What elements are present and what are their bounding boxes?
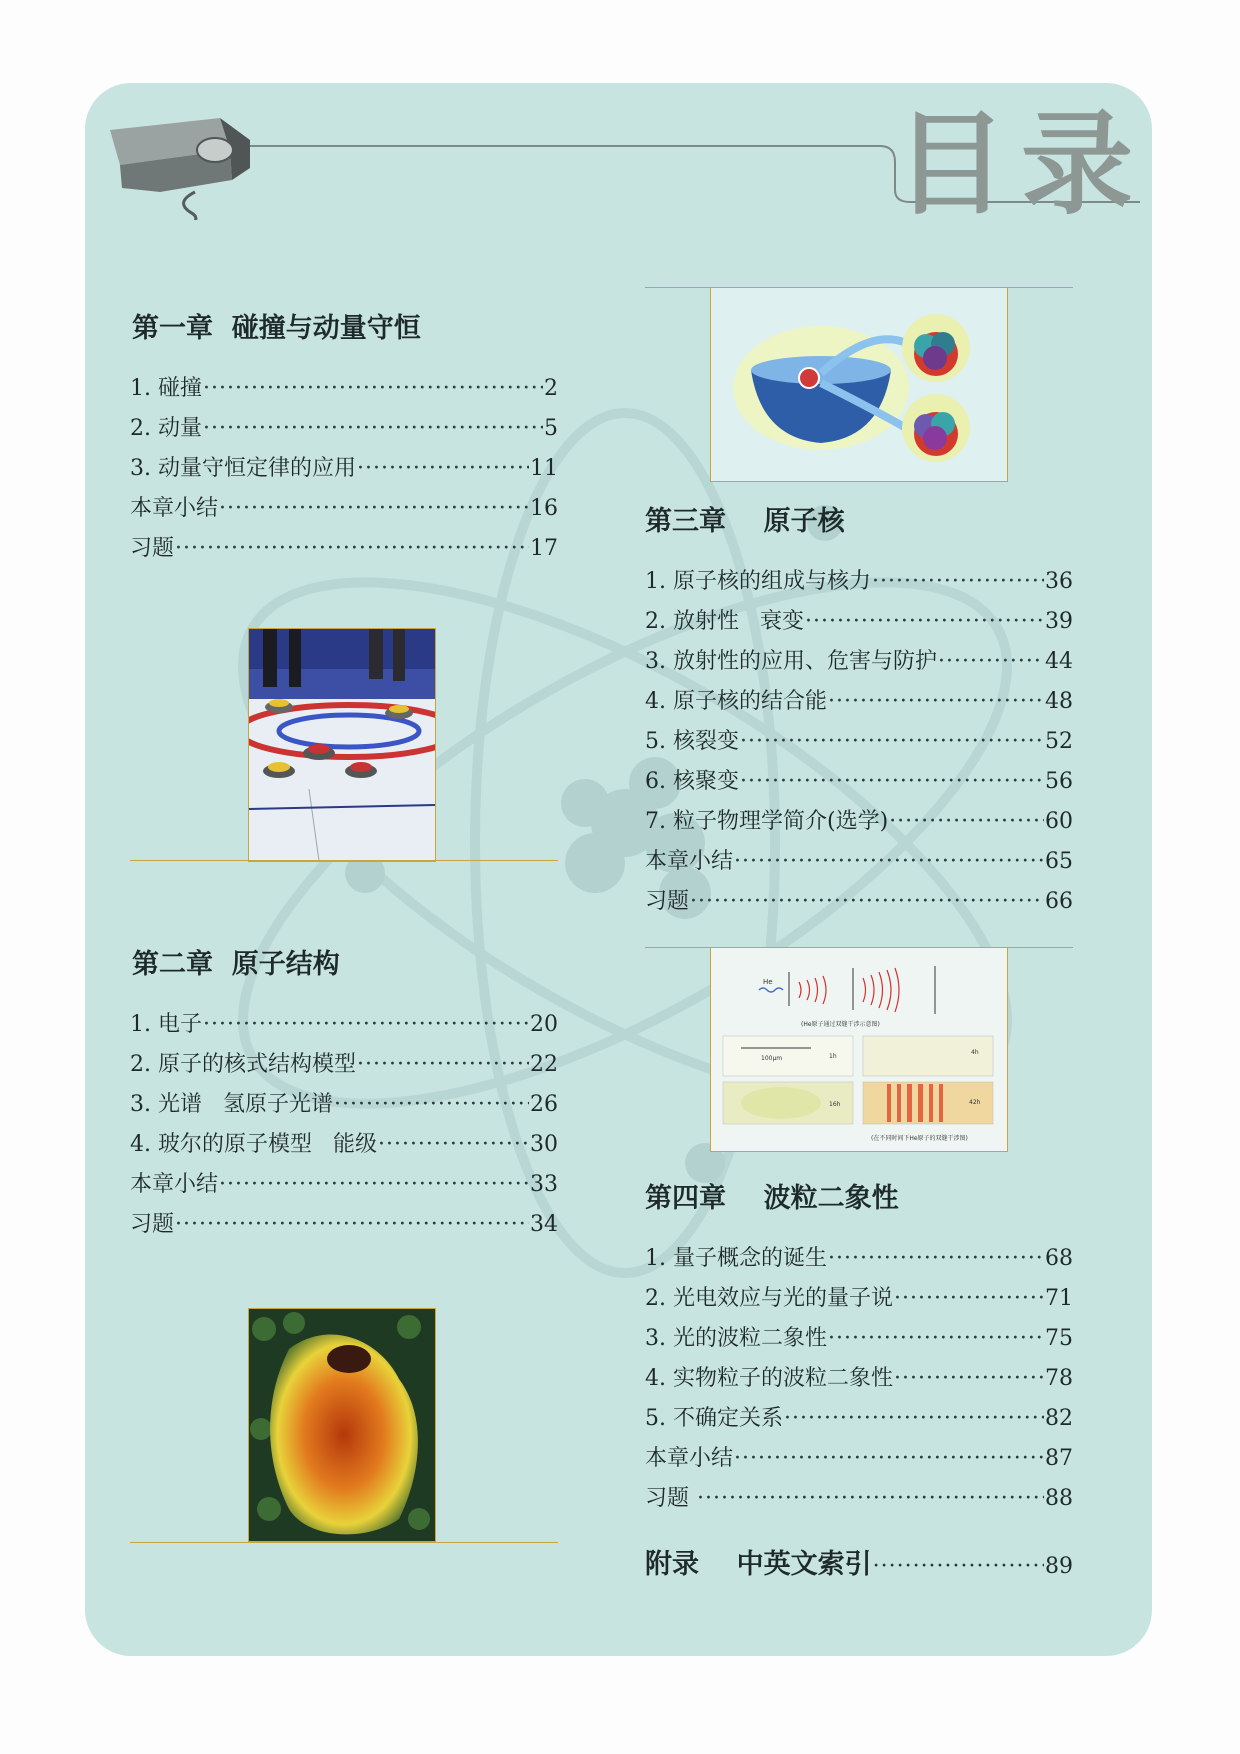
dot-leader bbox=[740, 727, 1044, 757]
toc-entry[interactable] bbox=[645, 1474, 1073, 1514]
toc-entry-page: 60 bbox=[1045, 809, 1073, 834]
dot-leader bbox=[894, 1284, 1044, 1314]
toc-entry-label: 2. 放射性 衰变 bbox=[645, 609, 804, 634]
dot-leader bbox=[740, 767, 1044, 797]
toc-entry[interactable] bbox=[645, 557, 1073, 597]
toc-entry-label: 3. 光谱 氢原子光谱 bbox=[130, 1092, 333, 1117]
toc-entry-page: 20 bbox=[530, 1012, 558, 1037]
toc-entry-page: 82 bbox=[1045, 1406, 1073, 1431]
toc-entry[interactable] bbox=[645, 1394, 1073, 1434]
dot-leader bbox=[873, 1552, 1044, 1582]
toc-entry-label: 习题 bbox=[645, 889, 690, 914]
dot-leader bbox=[203, 1010, 529, 1040]
toc-entry[interactable] bbox=[645, 1274, 1073, 1314]
toc-entry-label: 5. 不确定关系 bbox=[645, 1406, 783, 1431]
toc-entry-page: 34 bbox=[530, 1212, 558, 1237]
scale-label: 100μm bbox=[761, 1055, 783, 1062]
toc-entry-label: 5. 核裂变 bbox=[645, 729, 739, 754]
toc-entry-page: 87 bbox=[1045, 1446, 1073, 1471]
toc-entry[interactable] bbox=[130, 404, 558, 444]
dot-leader bbox=[357, 1050, 529, 1080]
dot-leader bbox=[938, 647, 1044, 677]
chapter-title: 第二章 原子结构 bbox=[132, 949, 340, 980]
toc-entry-page: 2 bbox=[544, 376, 558, 401]
toc-entry[interactable] bbox=[130, 484, 558, 524]
toc-entry[interactable] bbox=[645, 1354, 1073, 1394]
dot-leader bbox=[828, 1244, 1044, 1274]
toc-entry-label: 习题 bbox=[130, 1212, 175, 1237]
toc-entry[interactable] bbox=[645, 717, 1073, 757]
dot-leader bbox=[894, 1364, 1044, 1394]
toc-entry-page: 26 bbox=[530, 1092, 558, 1117]
toc-entry[interactable] bbox=[130, 364, 558, 404]
dot-leader bbox=[697, 1484, 1044, 1514]
dot-leader bbox=[828, 687, 1044, 717]
toc-entry-page: 66 bbox=[1045, 889, 1073, 914]
dot-leader bbox=[805, 607, 1044, 637]
divider-rule bbox=[130, 1542, 558, 1543]
toc-entry[interactable] bbox=[645, 1314, 1073, 1354]
dot-leader bbox=[219, 494, 529, 524]
chapter-title: 第四章 波粒二象性 bbox=[645, 1183, 899, 1214]
toc-entry-label: 本章小结 bbox=[130, 1172, 219, 1197]
toc-entry-page: 44 bbox=[1045, 649, 1073, 674]
time-label: 1h bbox=[829, 1053, 837, 1060]
toc-entry-label: 1. 电子 bbox=[130, 1012, 202, 1037]
dot-leader bbox=[203, 414, 543, 444]
toc-list-chapter-4 bbox=[645, 1234, 1073, 1514]
toc-entry-page: 78 bbox=[1045, 1366, 1073, 1391]
dot-leader bbox=[828, 1324, 1044, 1354]
toc-entry[interactable] bbox=[645, 677, 1073, 717]
figure-caption-top: (He原子通过双缝干涉示意图) bbox=[801, 1021, 880, 1028]
toc-entry[interactable] bbox=[645, 597, 1073, 637]
toc-entry-label: 本章小结 bbox=[130, 496, 219, 521]
dot-leader bbox=[690, 887, 1044, 917]
toc-entry-label: 本章小结 bbox=[645, 849, 734, 874]
toc-entry[interactable] bbox=[130, 1120, 558, 1160]
dot-leader bbox=[334, 1090, 529, 1120]
toc-entry[interactable] bbox=[645, 1434, 1073, 1474]
source-label: He bbox=[763, 978, 773, 986]
toc-list-chapter-1 bbox=[130, 364, 558, 564]
toc-entry-page: 56 bbox=[1045, 769, 1073, 794]
toc-entry[interactable] bbox=[130, 1000, 558, 1040]
dot-leader bbox=[734, 1444, 1044, 1474]
toc-entry-label: 1. 量子概念的诞生 bbox=[645, 1246, 827, 1271]
toc-entry-page: 16 bbox=[530, 496, 558, 521]
toc-entry-label: 1. 碰撞 bbox=[130, 376, 202, 401]
toc-entry-page: 39 bbox=[1045, 609, 1073, 634]
toc-entry[interactable] bbox=[645, 1234, 1073, 1274]
double-slit-figure bbox=[710, 947, 1008, 1152]
figure-caption-bottom: (在不同时间下He原子的双缝干涉图) bbox=[871, 1135, 968, 1142]
toc-entry-label: 3. 动量守恒定律的应用 bbox=[130, 456, 356, 481]
toc-entry[interactable] bbox=[645, 837, 1073, 877]
toc-entry-page: 11 bbox=[530, 456, 558, 481]
toc-entry[interactable] bbox=[645, 637, 1073, 677]
toc-entry-label: 3. 放射性的应用、危害与防护 bbox=[645, 649, 937, 674]
atom-surface-image bbox=[248, 1308, 436, 1542]
toc-entry-page: 17 bbox=[530, 536, 558, 561]
toc-entry-page: 68 bbox=[1045, 1246, 1073, 1271]
toc-entry-label: 4. 原子核的结合能 bbox=[645, 689, 827, 714]
toc-entry[interactable] bbox=[130, 1080, 558, 1120]
toc-entry-page: 65 bbox=[1045, 849, 1073, 874]
toc-entry[interactable] bbox=[130, 1160, 558, 1200]
dot-leader bbox=[219, 1170, 529, 1200]
time-label: 4h bbox=[971, 1049, 979, 1056]
dot-leader bbox=[734, 847, 1044, 877]
appendix-page: 89 bbox=[1045, 1554, 1073, 1579]
dot-leader bbox=[175, 1210, 529, 1240]
toc-entry-label: 本章小结 bbox=[645, 1446, 734, 1471]
page-title: 目录 bbox=[895, 100, 1147, 230]
toc-entry-label: 6. 核聚变 bbox=[645, 769, 739, 794]
toc-entry-label: 4. 玻尔的原子模型 能级 bbox=[130, 1132, 377, 1157]
toc-entry-label: 7. 粒子物理学简介(选学) bbox=[645, 809, 889, 834]
dot-leader bbox=[357, 454, 529, 484]
toc-entry[interactable] bbox=[645, 797, 1073, 837]
toc-entry-page: 5 bbox=[544, 416, 558, 441]
toc-entry-page: 75 bbox=[1045, 1326, 1073, 1351]
toc-entry-label: 2. 动量 bbox=[130, 416, 202, 441]
curling-photo bbox=[248, 628, 436, 862]
toc-entry-label: 习题 bbox=[645, 1486, 696, 1511]
toc-entry[interactable] bbox=[130, 444, 558, 484]
toc-entry-page: 88 bbox=[1045, 1486, 1073, 1511]
toc-entry[interactable] bbox=[130, 524, 558, 564]
dot-leader bbox=[872, 567, 1044, 597]
toc-entry[interactable] bbox=[645, 877, 1073, 917]
toc-entry-label: 3. 光的波粒二象性 bbox=[645, 1326, 827, 1351]
toc-entry-page: 36 bbox=[1045, 569, 1073, 594]
toc-entry[interactable] bbox=[130, 1040, 558, 1080]
divider-rule bbox=[130, 860, 558, 861]
dot-leader bbox=[203, 374, 543, 404]
toc-entry-page: 48 bbox=[1045, 689, 1073, 714]
dot-leader bbox=[784, 1404, 1044, 1434]
dot-leader bbox=[889, 807, 1044, 837]
dot-leader bbox=[378, 1130, 529, 1160]
toc-entry-page: 71 bbox=[1045, 1286, 1073, 1311]
toc-entry-label: 习题 bbox=[130, 536, 175, 561]
nuclear-fission-diagram bbox=[710, 287, 1008, 482]
toc-entry-page: 52 bbox=[1045, 729, 1073, 754]
chapter-title: 第一章 碰撞与动量守恒 bbox=[132, 313, 421, 344]
chapter-title: 第三章 原子核 bbox=[645, 506, 845, 537]
toc-entry-page: 33 bbox=[530, 1172, 558, 1197]
time-label: 16h bbox=[829, 1101, 841, 1108]
toc-entry-label: 1. 原子核的组成与核力 bbox=[645, 569, 871, 594]
toc-entry-label: 4. 实物粒子的波粒二象性 bbox=[645, 1366, 893, 1391]
toc-entry-page: 30 bbox=[530, 1132, 558, 1157]
toc-list-chapter-3 bbox=[645, 557, 1073, 917]
toc-list-chapter-2 bbox=[130, 1000, 558, 1240]
toc-entry-page: 22 bbox=[530, 1052, 558, 1077]
dot-leader bbox=[175, 534, 529, 564]
appendix-label: 附录 中英文索引 bbox=[645, 1549, 872, 1580]
toc-entry[interactable] bbox=[645, 757, 1073, 797]
toc-entry[interactable] bbox=[130, 1200, 558, 1240]
time-label: 42h bbox=[969, 1099, 981, 1106]
toc-entry-appendix[interactable] bbox=[645, 1542, 1073, 1582]
toc-entry-label: 2. 原子的核式结构模型 bbox=[130, 1052, 356, 1077]
toc-entry-label: 2. 光电效应与光的量子说 bbox=[645, 1286, 893, 1311]
